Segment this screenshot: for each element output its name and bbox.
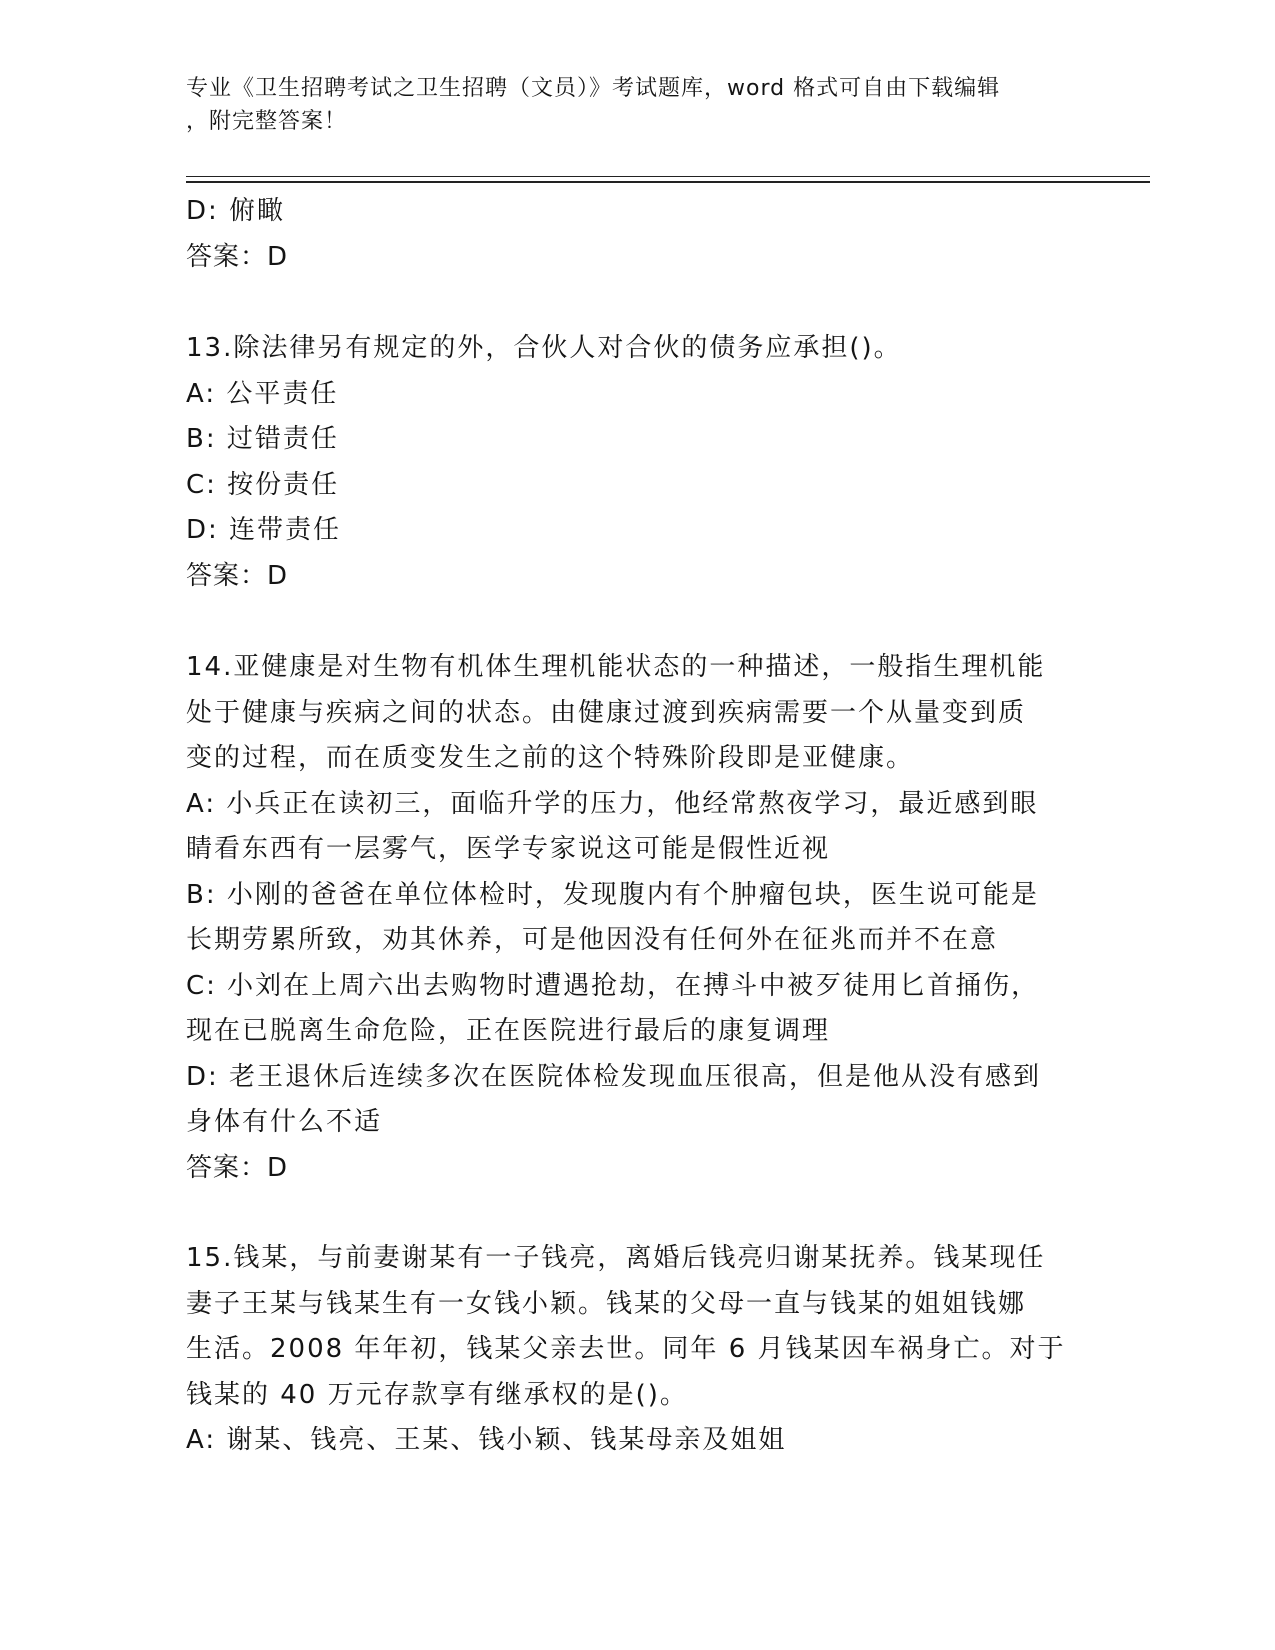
header-divider-thin (186, 176, 1150, 177)
q14-option-a-line-2: 睛看东西有一层雾气，医学专家说这可能是假性近视 (186, 834, 831, 864)
q14-option-b-line-2: 长期劳累所致，劝其休养，可是他因没有任何外在征兆而并不在意 (186, 925, 999, 955)
q15-stem-line-1: 15.钱某，与前妻谢某有一子钱亮，离婚后钱亮归谢某抚养。钱某现任 (186, 1243, 1046, 1273)
spacer (186, 1191, 1066, 1236)
q15-option-a: A: 谢某、钱亮、王某、钱小颖、钱某母亲及姐姐 (186, 1425, 787, 1455)
question-content (186, 189, 1066, 1464)
spacer (186, 280, 1066, 326)
q13-option-a: A: 公平责任 (186, 378, 339, 409)
q12-option-d: D: 俯瞰 (186, 196, 286, 226)
q14-answer: 答案：D (186, 1152, 289, 1183)
q14-stem-line-2: 处于健康与疾病之间的状态。由健康过渡到疾病需要一个从量变到质 (186, 697, 1027, 728)
q13-option-c: C: 按份责任 (186, 469, 340, 500)
q14-option-c-line-2: 现在已脱离生命危险，正在医院进行最后的康复调理 (186, 1016, 831, 1046)
q14-option-d-line-1: D: 老王退休后连续多次在医院体检发现血压很高，但是他从没有感到 (186, 1061, 1042, 1092)
page-header (186, 72, 1066, 138)
q14-stem-line-1: 14.亚健康是对生物有机体生理机能状态的一种描述，一般指生理机能 (186, 652, 1046, 682)
q14-option-c-line-1: C: 小刘在上周六出去购物时遭遇抢劫，在搏斗中被歹徒用匕首捅伤， (186, 970, 1040, 1001)
q14-option-d-line-2: 身体有什么不适 (186, 1107, 383, 1137)
q14-option-a-line-1: A: 小兵正在读初三，面临升学的压力，他经常熬夜学习，最近感到眼 (186, 788, 1039, 819)
header-title-line-2: ，附完整答案！ (186, 109, 348, 134)
header-title-line-1: 专业《卫生招聘考试之卫生招聘（文员）》考试题库，word 格式可自由下载编辑 (186, 76, 1001, 101)
q13-option-b: B: 过错责任 (186, 424, 339, 454)
q13-answer: 答案：D (186, 560, 289, 591)
q15-stem-line-4: 钱某的 40 万元存款享有继承权的是()。 (186, 1379, 688, 1410)
q15-stem-line-2: 妻子王某与钱某生有一女钱小颖。钱某的父母一直与钱某的姐姐钱娜 (186, 1288, 1027, 1319)
header-divider-thick (186, 181, 1150, 183)
q14-option-b-line-1: B: 小刚的爸爸在单位体检时，发现腹内有个肿瘤包块，医生说可能是 (186, 879, 1039, 910)
q14-stem-line-3: 变的过程，而在质变发生之前的这个特殊阶段即是亚健康。 (186, 743, 915, 773)
q13-option-d: D: 连带责任 (186, 515, 342, 545)
spacer (186, 599, 1066, 645)
q15-stem-line-3: 生活。2008 年年初，钱某父亲去世。同年 6 月钱某因车祸身亡。对于 (186, 1334, 1066, 1364)
q13-stem: 13.除法律另有规定的外，合伙人对合伙的债务应承担()。 (186, 333, 902, 363)
q12-answer: 答案：D (186, 241, 289, 272)
